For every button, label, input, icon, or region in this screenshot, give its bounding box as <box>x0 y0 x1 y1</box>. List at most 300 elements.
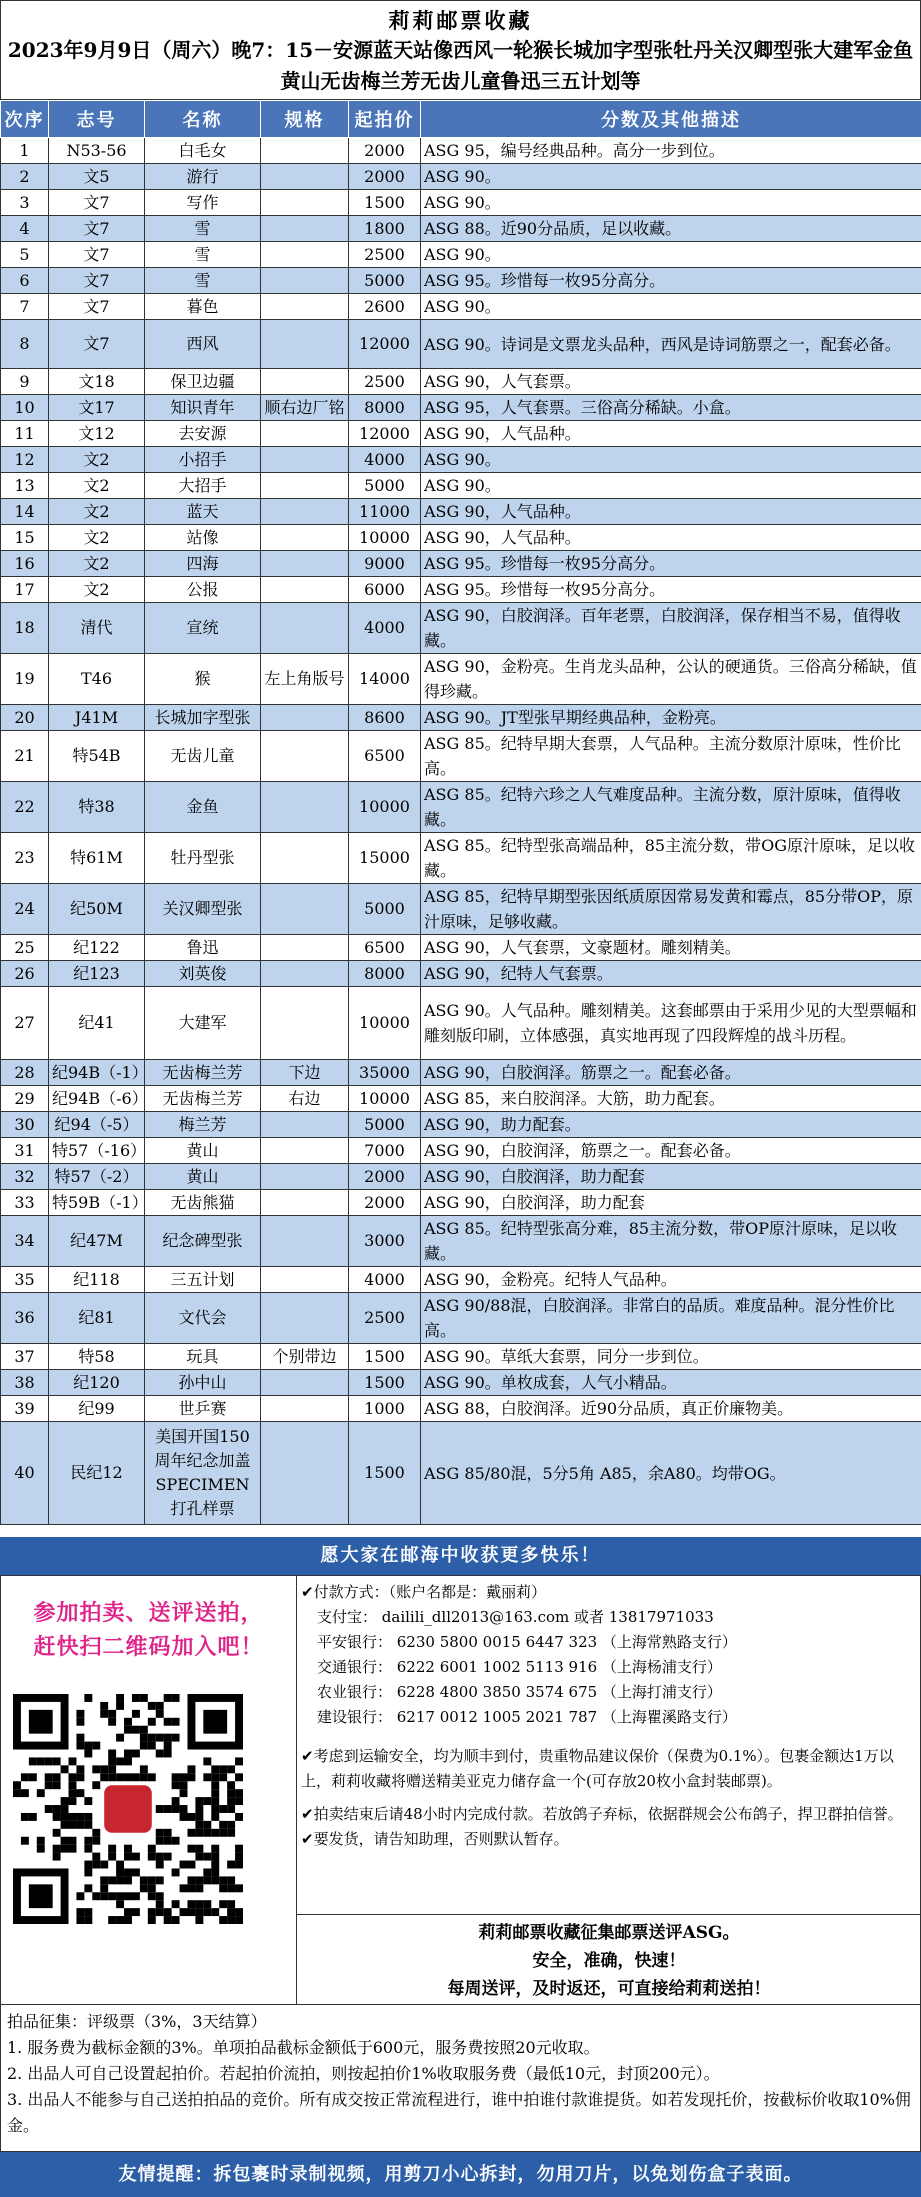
start-price: 12000 <box>349 421 421 447</box>
start-price: 5000 <box>349 268 421 294</box>
grade-description: ASG 95。珍惜每一枚95分高分。 <box>421 551 921 577</box>
column-header: 起拍价 <box>349 101 421 138</box>
stamp-code: 纪118 <box>49 1267 145 1293</box>
row-number: 1 <box>1 138 49 164</box>
stamp-spec: 下边 <box>261 1060 349 1086</box>
stamp-name: 刘英俊 <box>145 961 261 987</box>
stamp-spec <box>261 294 349 320</box>
grade-description: ASG 90，白胶润泽。百年老票，白胶润泽，保存相当不易，值得收藏。 <box>421 603 921 654</box>
stamp-name: 蓝天 <box>145 499 261 525</box>
stamp-code: 纪94B（-6） <box>49 1086 145 1112</box>
stamp-code: 文7 <box>49 190 145 216</box>
table-row <box>1 473 921 499</box>
bank-item: 农业银行： 6228 4800 3850 3574 675 （上海打浦支行） <box>317 1683 722 1701</box>
stamp-code: 文2 <box>49 551 145 577</box>
row-number: 2 <box>1 164 49 190</box>
column-header: 志号 <box>49 101 145 138</box>
stamp-spec <box>261 603 349 654</box>
stamp-name: 四海 <box>145 551 261 577</box>
row-number: 17 <box>1 577 49 603</box>
stamp-spec <box>261 1370 349 1396</box>
stamp-code: 特38 <box>49 782 145 833</box>
row-number: 9 <box>1 369 49 395</box>
start-price: 4000 <box>349 603 421 654</box>
promo-line: 莉莉邮票收藏征集邮票送评ASG。 <box>478 1923 740 1943</box>
grade-description: ASG 90，白胶润泽，助力配套 <box>421 1190 921 1216</box>
stamp-code: 纪81 <box>49 1293 145 1344</box>
grade-description: ASG 90，人气套票，文豪题材。雕刻精美。 <box>421 935 921 961</box>
stamp-code: 文2 <box>49 447 145 473</box>
stamp-code: 文12 <box>49 421 145 447</box>
stamp-spec <box>261 369 349 395</box>
stamp-code: 纪94（-5） <box>49 1112 145 1138</box>
grade-description: ASG 85，来白胶润泽。大筋，助力配套。 <box>421 1086 921 1112</box>
grade-description: ASG 90，白胶润泽，筋票之一。配套必备。 <box>421 1138 921 1164</box>
stamp-name: 猴 <box>145 654 261 705</box>
table-row <box>1 1086 921 1112</box>
stamp-spec <box>261 499 349 525</box>
start-price: 1500 <box>349 1422 421 1525</box>
row-number: 29 <box>1 1086 49 1112</box>
stamp-code: 特57（-2） <box>49 1164 145 1190</box>
stamp-name: 无齿儿童 <box>145 731 261 782</box>
grade-description: ASG 95，编号经典品种。高分一步到位。 <box>421 138 921 164</box>
grade-description: ASG 95，人气套票。三俗高分稀缺。小盒。 <box>421 395 921 421</box>
promo-box <box>297 1914 921 2004</box>
stamp-code: 文2 <box>49 473 145 499</box>
stamp-name: 公报 <box>145 577 261 603</box>
stamp-code: 特61M <box>49 833 145 884</box>
column-header: 规格 <box>261 101 349 138</box>
start-price: 35000 <box>349 1060 421 1086</box>
start-price: 11000 <box>349 499 421 525</box>
stamp-code: 文7 <box>49 294 145 320</box>
grade-description: ASG 90，人气品种。 <box>421 525 921 551</box>
table-row <box>1 961 921 987</box>
stamp-name: 无齿梅兰芳 <box>145 1086 261 1112</box>
row-number: 38 <box>1 1370 49 1396</box>
stamp-spec: 右边 <box>261 1086 349 1112</box>
stamp-name: 西风 <box>145 320 261 369</box>
stamp-spec <box>261 577 349 603</box>
grade-description: ASG 85/80混，5分5角 A85，余A80。均带OG。 <box>421 1422 921 1525</box>
stamp-code: 文17 <box>49 395 145 421</box>
table-row <box>1 369 921 395</box>
row-number: 10 <box>1 395 49 421</box>
table-row <box>1 190 921 216</box>
alipay-info: 支付宝： dailili_dll2013@163.com 或者 13817971033 <box>317 1608 714 1626</box>
grade-description: ASG 85。纪特型张高端品种，85主流分数，带OG原汁原味，足以收藏。 <box>421 833 921 884</box>
grade-description: ASG 90/88混，白胶润泽。非常白的品质。难度品种。混分性价比高。 <box>421 1293 921 1344</box>
stamp-name: 站像 <box>145 525 261 551</box>
stamp-code: 纪41 <box>49 987 145 1060</box>
start-price: 10000 <box>349 525 421 551</box>
stamp-name: 纪念碑型张 <box>145 1216 261 1267</box>
stamp-spec: 个别带边 <box>261 1344 349 1370</box>
stamp-name: 黄山 <box>145 1138 261 1164</box>
shop-name: 莉莉邮票收藏 <box>388 8 533 33</box>
table-row <box>1 1190 921 1216</box>
stamp-name: 游行 <box>145 164 261 190</box>
stamp-name: 大建军 <box>145 987 261 1060</box>
start-price: 2500 <box>349 242 421 268</box>
grade-description: ASG 90。 <box>421 473 921 499</box>
rule-item: 2. 出品人可自己设置起拍价。若起拍价流拍，则按起拍价1%收取服务费（最低10元，封顶200元）。 <box>7 2064 720 2083</box>
stamp-code: 文2 <box>49 525 145 551</box>
consignment-rules <box>0 2005 921 2152</box>
row-number: 35 <box>1 1267 49 1293</box>
start-price: 2000 <box>349 1164 421 1190</box>
table-row <box>1 705 921 731</box>
row-number: 28 <box>1 1060 49 1086</box>
row-number: 20 <box>1 705 49 731</box>
stamp-spec <box>261 705 349 731</box>
stamp-spec <box>261 473 349 499</box>
table-row <box>1 654 921 705</box>
table-row <box>1 884 921 935</box>
stamp-code: 文5 <box>49 164 145 190</box>
table-row <box>1 138 921 164</box>
row-number: 16 <box>1 551 49 577</box>
table-row <box>1 216 921 242</box>
stamp-spec <box>261 935 349 961</box>
start-price: 10000 <box>349 1086 421 1112</box>
stamp-spec <box>261 1293 349 1344</box>
table-row <box>1 395 921 421</box>
row-number: 24 <box>1 884 49 935</box>
stamp-code: 民纪12 <box>49 1422 145 1525</box>
stamp-spec <box>261 1112 349 1138</box>
row-number: 5 <box>1 242 49 268</box>
row-number: 30 <box>1 1112 49 1138</box>
start-price: 15000 <box>349 833 421 884</box>
table-row <box>1 525 921 551</box>
table-row <box>1 1216 921 1267</box>
start-price: 4000 <box>349 1267 421 1293</box>
stamp-spec <box>261 731 349 782</box>
stamp-name: 无齿熊猫 <box>145 1190 261 1216</box>
grade-description: ASG 90，白胶润泽。筋票之一。配套必备。 <box>421 1060 921 1086</box>
row-number: 37 <box>1 1344 49 1370</box>
row-number: 12 <box>1 447 49 473</box>
stamp-spec <box>261 1396 349 1422</box>
stamp-spec <box>261 242 349 268</box>
qr-code-icon[interactable] <box>13 1694 243 1924</box>
grade-description: ASG 90。 <box>421 190 921 216</box>
stamp-code: 纪122 <box>49 935 145 961</box>
stamp-code: 文18 <box>49 369 145 395</box>
table-row <box>1 242 921 268</box>
stamp-code: 纪50M <box>49 884 145 935</box>
table-row <box>1 1112 921 1138</box>
stamp-spec <box>261 1422 349 1525</box>
bank-item: 建设银行： 6217 0012 1005 2021 787 （上海瞿溪路支行） <box>317 1708 737 1726</box>
start-price: 8000 <box>349 395 421 421</box>
stamp-code: 纪120 <box>49 1370 145 1396</box>
payment-deadline-note: ✔拍卖结束后请48小时内完成付款。若放鸽子弃标，依据群规会公布鸽子，捍卫群拍信誉。 <box>301 1805 903 1823</box>
start-price: 2600 <box>349 294 421 320</box>
row-number: 13 <box>1 473 49 499</box>
stamp-code: 文2 <box>49 577 145 603</box>
wish-banner: 愿大家在邮海中收获更多快乐！ <box>0 1537 921 1575</box>
auction-table <box>0 100 921 1525</box>
table-row <box>1 1060 921 1086</box>
stamp-name: 黄山 <box>145 1164 261 1190</box>
stamp-name: 暮色 <box>145 294 261 320</box>
stamp-name: 雪 <box>145 216 261 242</box>
stamp-name: 金鱼 <box>145 782 261 833</box>
row-number: 32 <box>1 1164 49 1190</box>
table-row <box>1 1164 921 1190</box>
row-number: 22 <box>1 782 49 833</box>
row-number: 11 <box>1 421 49 447</box>
row-number: 26 <box>1 961 49 987</box>
table-row <box>1 551 921 577</box>
table-row <box>1 1396 921 1422</box>
stamp-spec <box>261 138 349 164</box>
start-price: 5000 <box>349 1112 421 1138</box>
stamp-spec: 左上角版号 <box>261 654 349 705</box>
row-number: 34 <box>1 1216 49 1267</box>
stamp-code: 特59B（-1） <box>49 1190 145 1216</box>
start-price: 1800 <box>349 216 421 242</box>
stamp-code: 特58 <box>49 1344 145 1370</box>
stamp-name: 世乒赛 <box>145 1396 261 1422</box>
row-number: 40 <box>1 1422 49 1525</box>
stamp-name: 长城加字型张 <box>145 705 261 731</box>
grade-description: ASG 90。 <box>421 164 921 190</box>
table-row <box>1 833 921 884</box>
grade-description: ASG 95。珍惜每一枚95分高分。 <box>421 268 921 294</box>
grade-description: ASG 90，人气品种。 <box>421 421 921 447</box>
row-number: 14 <box>1 499 49 525</box>
row-number: 7 <box>1 294 49 320</box>
row-number: 15 <box>1 525 49 551</box>
stamp-spec <box>261 164 349 190</box>
table-row <box>1 421 921 447</box>
row-number: 19 <box>1 654 49 705</box>
stamp-name: 美国开国150周年纪念加盖SPECIMEN打孔样票 <box>145 1422 261 1525</box>
table-row <box>1 447 921 473</box>
qr-title-line1: 参加拍卖、送评送拍， <box>33 1600 264 1626</box>
grade-description: ASG 90，助力配套。 <box>421 1112 921 1138</box>
stamp-code: 特54B <box>49 731 145 782</box>
rule-item: 1. 服务费为截标金额的3%。单项拍品截标金额低于600元，服务费按照20元收取。 <box>7 2038 600 2057</box>
start-price: 8600 <box>349 705 421 731</box>
start-price: 2500 <box>349 1293 421 1344</box>
column-header: 分数及其他描述 <box>421 101 921 138</box>
stamp-code: 文7 <box>49 268 145 294</box>
stamp-name: 文代会 <box>145 1293 261 1344</box>
row-number: 21 <box>1 731 49 782</box>
auction-title: 2023年9月9日（周六）晚7：15－安源蓝天站像西风一轮猴长城加字型张牡丹关汉卿型张大建军金鱼黄山无齿梅兰芳无齿儿童鲁迅三五计划等 <box>7 38 914 93</box>
stamp-spec <box>261 447 349 473</box>
bank-item: 交通银行： 6222 6001 1002 5113 916 （上海杨浦支行） <box>317 1658 722 1676</box>
stamp-spec <box>261 525 349 551</box>
stamp-name: 雪 <box>145 242 261 268</box>
table-row <box>1 1370 921 1396</box>
grade-description: ASG 90。JT型张早期经典品种，金粉亮。 <box>421 705 921 731</box>
start-price: 1500 <box>349 1344 421 1370</box>
start-price: 1500 <box>349 190 421 216</box>
info-section <box>0 1575 921 2005</box>
table-row <box>1 1138 921 1164</box>
stamp-spec <box>261 961 349 987</box>
stamp-code: 纪94B（-1） <box>49 1060 145 1086</box>
stamp-spec <box>261 268 349 294</box>
table-row <box>1 320 921 369</box>
stamp-spec <box>261 987 349 1060</box>
stamp-name: 牡丹型张 <box>145 833 261 884</box>
table-row <box>1 1422 921 1525</box>
grade-description: ASG 90，人气品种。 <box>421 499 921 525</box>
stamp-name: 无齿梅兰芳 <box>145 1060 261 1086</box>
table-row <box>1 935 921 961</box>
stamp-name: 关汉卿型张 <box>145 884 261 935</box>
stamp-name: 鲁迅 <box>145 935 261 961</box>
start-price: 10000 <box>349 987 421 1060</box>
start-price: 2500 <box>349 369 421 395</box>
stamp-code: T46 <box>49 654 145 705</box>
start-price: 6000 <box>349 577 421 603</box>
table-row <box>1 1267 921 1293</box>
page-header <box>0 0 921 100</box>
stamp-name: 写作 <box>145 190 261 216</box>
stamp-code: 纪123 <box>49 961 145 987</box>
stamp-code: 特57（-16） <box>49 1138 145 1164</box>
table-body <box>1 138 921 1525</box>
stamp-name: 宣统 <box>145 603 261 654</box>
start-price: 1500 <box>349 1370 421 1396</box>
table-row <box>1 164 921 190</box>
table-row <box>1 1344 921 1370</box>
row-number: 39 <box>1 1396 49 1422</box>
grade-description: ASG 85。纪特六珍之人气难度品种。主流分数，原汁原味，值得收藏。 <box>421 782 921 833</box>
row-number: 23 <box>1 833 49 884</box>
promo-line: 安全，准确，快速！ <box>532 1951 686 1971</box>
grade-description: ASG 95。珍惜每一枚95分高分。 <box>421 577 921 603</box>
table-row <box>1 782 921 833</box>
rule-item: 3. 出品人不能参与自己送拍拍品的竞价。所有成交按正常流程进行，谁中拍谁付款谁提货。如若发现托价，按截标价收取10%佣金。 <box>7 2090 911 2135</box>
stamp-spec <box>261 833 349 884</box>
stamp-code: 纪47M <box>49 1216 145 1267</box>
row-number: 25 <box>1 935 49 961</box>
payment-heading: ✔付款方式：（账户名都是：戴丽莉） <box>301 1583 547 1601</box>
grade-description: ASG 90。单枚成套，人气小精品。 <box>421 1370 921 1396</box>
grade-description: ASG 88，白胶润泽。近90分品质，真正价廉物美。 <box>421 1396 921 1422</box>
stamp-code: J41M <box>49 705 145 731</box>
table-row <box>1 1293 921 1344</box>
start-price: 14000 <box>349 654 421 705</box>
stamp-spec <box>261 1164 349 1190</box>
grade-description: ASG 90。诗词是文票龙头品种，西风是诗词筋票之一，配套必备。 <box>421 320 921 369</box>
stamp-spec <box>261 1138 349 1164</box>
start-price: 8000 <box>349 961 421 987</box>
start-price: 2000 <box>349 138 421 164</box>
column-header: 名称 <box>145 101 261 138</box>
stamp-spec <box>261 1216 349 1267</box>
stamp-code: 文7 <box>49 242 145 268</box>
stamp-spec <box>261 551 349 577</box>
table-header-row <box>1 101 921 138</box>
stamp-spec <box>261 782 349 833</box>
stamp-spec <box>261 216 349 242</box>
row-number: 18 <box>1 603 49 654</box>
start-price: 12000 <box>349 320 421 369</box>
start-price: 5000 <box>349 884 421 935</box>
grade-description: ASG 90，白胶润泽，助力配套 <box>421 1164 921 1190</box>
grade-description: ASG 90。 <box>421 242 921 268</box>
stamp-spec <box>261 320 349 369</box>
stamp-name: 知识青年 <box>145 395 261 421</box>
start-price: 10000 <box>349 782 421 833</box>
stamp-name: 小招手 <box>145 447 261 473</box>
table-row <box>1 268 921 294</box>
stamp-name: 雪 <box>145 268 261 294</box>
grade-description: ASG 88。近90分品质，足以收藏。 <box>421 216 921 242</box>
stamp-code: 文2 <box>49 499 145 525</box>
table-row <box>1 987 921 1060</box>
stamp-code: 清代 <box>49 603 145 654</box>
stamp-name: 孙中山 <box>145 1370 261 1396</box>
start-price: 1000 <box>349 1396 421 1422</box>
row-number: 33 <box>1 1190 49 1216</box>
stamp-name: 保卫边疆 <box>145 369 261 395</box>
grade-description: ASG 85。纪特型张高分难，85主流分数，带OP原汁原味，足以收藏。 <box>421 1216 921 1267</box>
column-header: 次序 <box>1 101 49 138</box>
table-row <box>1 499 921 525</box>
qr-title-line2: 赶快扫二维码加入吧！ <box>33 1634 264 1660</box>
shipping-note: ✔考虑到运输安全，均为顺丰到付，贵重物品建议保价（保费为0.1%）。包裹金额达1万以上，莉莉收藏将赠送精美亚克力储存盒一个(可存放20枚小盒封装邮票)。 <box>301 1747 894 1790</box>
row-number: 3 <box>1 190 49 216</box>
grade-description: ASG 85。纪特早期大套票，人气品种。主流分数原汁原味，性价比高。 <box>421 731 921 782</box>
grade-description: ASG 85，纪特早期型张因纸质原因常易发黄和霉点，85分带OP，原汁原味，足够收藏。 <box>421 884 921 935</box>
bank-item: 平安银行： 6230 5800 0015 6447 323 （上海常熟路支行） <box>317 1633 737 1651</box>
grade-description: ASG 90，金粉亮。纪特人气品种。 <box>421 1267 921 1293</box>
row-number: 27 <box>1 987 49 1060</box>
start-price: 7000 <box>349 1138 421 1164</box>
row-number: 8 <box>1 320 49 369</box>
stamp-name: 玩具 <box>145 1344 261 1370</box>
rules-heading: 拍品征集：评级票（3%，3天结算） <box>7 2012 267 2031</box>
row-number: 36 <box>1 1293 49 1344</box>
table-row <box>1 731 921 782</box>
start-price: 2000 <box>349 1190 421 1216</box>
table-row <box>1 294 921 320</box>
stamp-spec <box>261 1190 349 1216</box>
stamp-name: 白毛女 <box>145 138 261 164</box>
grade-description: ASG 90。 <box>421 447 921 473</box>
start-price: 3000 <box>349 1216 421 1267</box>
stamp-code: 文7 <box>49 216 145 242</box>
stamp-name: 去安源 <box>145 421 261 447</box>
grade-description: ASG 90。 <box>421 294 921 320</box>
stamp-spec: 顺右边厂铭 <box>261 395 349 421</box>
stamp-name: 三五计划 <box>145 1267 261 1293</box>
grade-description: ASG 90，金粉亮。生肖龙头品种，公认的硬通货。三俗高分稀缺，值得珍藏。 <box>421 654 921 705</box>
start-price: 5000 <box>349 473 421 499</box>
table-row <box>1 577 921 603</box>
delivery-note: ✔要发货，请告知助理，否则默认暂存。 <box>301 1830 569 1848</box>
stamp-spec <box>261 190 349 216</box>
stamp-spec <box>261 1267 349 1293</box>
payment-info <box>301 1580 916 1852</box>
stamp-code: 文7 <box>49 320 145 369</box>
stamp-spec <box>261 884 349 935</box>
start-price: 6500 <box>349 731 421 782</box>
stamp-code: N53-56 <box>49 138 145 164</box>
stamp-spec <box>261 421 349 447</box>
